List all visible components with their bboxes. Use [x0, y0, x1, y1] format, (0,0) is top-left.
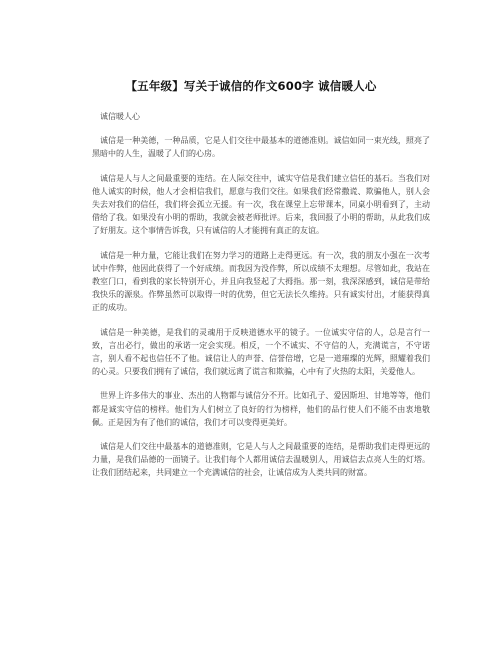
paragraph: 世界上许多伟大的事业、杰出的人物都与诚信分不开。比如孔子、爱因斯坦、甘地等等，他们都是诚实守信的榜样。他们为人们树立了良好的行为榜样，他们的品行使人们不能不由衷地敬佩。正是因为有了他们的诚信，我们才可以变得更美好。	[92, 391, 430, 427]
paragraph: 诚信是一种美德，一种品质，它是人们交往中最基本的道德准则。诚信如同一束光线，照亮了黑暗中的人生，温暖了人们的心房。	[92, 136, 430, 159]
document-body	[92, 110, 430, 491]
document-title: 【五年级】写关于诚信的作文600字 诚信暖人心	[125, 79, 377, 93]
paragraph: 诚信是人们交往中最基本的道德准则，它是人与人之间最重要的连结，是帮助我们走得更远的力量，是我们品德的一面镜子。让我们每个人都用诚信去温暖别人，用诚信去点亮人生的灯塔。让我们团结起来，共同建立一个充满诚信的社会，让诚信成为人类共同的财富。	[92, 442, 430, 478]
paragraph: 诚信是人与人之间最重要的连结。在人际交往中，诚实守信是我们建立信任的基石。当我们对他人诚实的时候，他人才会相信我们，愿意与我们交往。如果我们经常撒谎、欺骗他人，别人会失去对我们的信任，我们将会孤立无援。有一次，我在课堂上忘带课本，同桌小明看到了，主动借给了我。如果没有小明的帮助，我就会被老师批评。后来，我回报了小明的帮助，从此我们成了好朋友。这个事情告诉我，只有诚信的人才能拥有真正的友谊。	[92, 173, 430, 236]
paragraph: 诚信是一种力量，它能让我们在努力学习的道路上走得更远。有一次，我的朋友小强在一次考试中作弊，他因此获得了一个好成绩。而我因为没作弊，所以成绩不太理想。尽管如此，我站在教室门口，看到我的家长特别开心，并且向我竖起了大拇指。那一刻，我深深感到，诚信是带给我快乐的源泉。作弊虽然可以取得一时的优势，但它无法长久维持。只有诚实付出，才能获得真正的成功。	[92, 250, 430, 313]
document-subtitle: 诚信暖人心	[100, 112, 140, 121]
paragraph: 诚信是一种美德，是我们的灵魂用于反映道德水平的镜子。一位诚实守信的人，总是言行一致，言出必行，做出的承诺一定会实现。相反，一个不诚实、不守信的人，充满谎言，不守诺言，别人看不起也信任不了他。诚信让人的声誉、信誉倍增，它是一道璀璨的光辉，照耀着我们的心灵。只要我们拥有了诚信，我们就远离了谎言和欺骗，心中有了火热的太阳，关爱他人。	[92, 327, 430, 377]
